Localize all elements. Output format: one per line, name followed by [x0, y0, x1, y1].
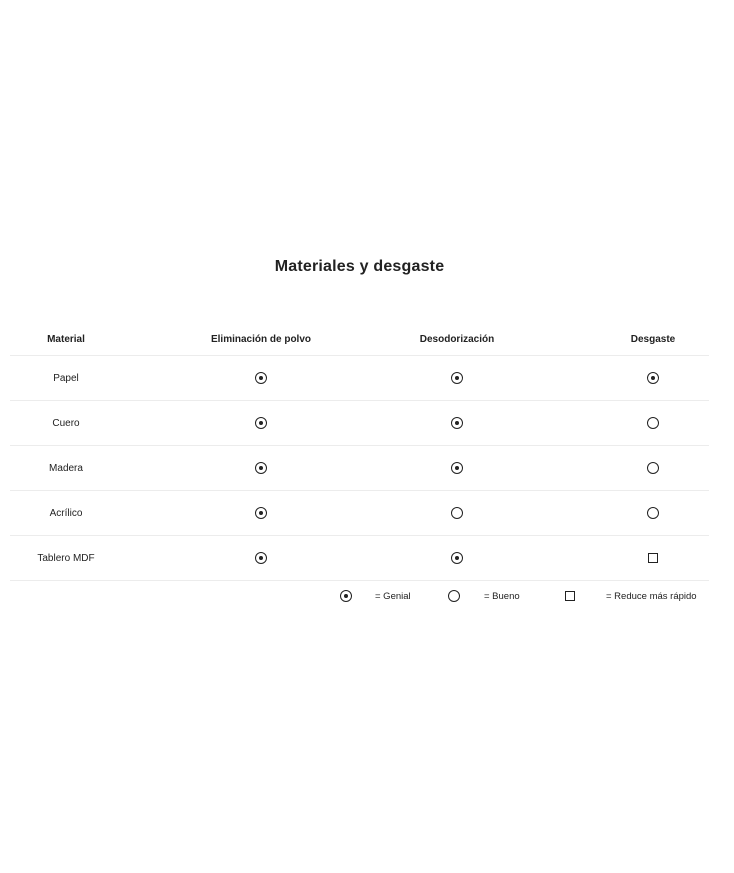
square-icon — [565, 591, 575, 601]
rating-cell-desodorizacion — [360, 491, 554, 535]
legend — [0, 588, 734, 608]
rating-cell-desgaste — [555, 356, 734, 400]
rating-cell-desgaste — [555, 536, 734, 580]
table-row — [10, 491, 709, 536]
circle-dot-icon — [340, 590, 352, 602]
circle-dot-icon — [451, 462, 463, 474]
table-row — [10, 536, 709, 581]
legend-reduce — [565, 588, 575, 604]
column-header-desgaste: Desgaste — [630, 334, 676, 345]
rating-cell-polvo — [164, 491, 358, 535]
circle-dot-icon — [451, 372, 463, 384]
rating-cell-polvo — [164, 401, 358, 445]
table-header-row — [10, 320, 709, 356]
rating-cell-polvo — [164, 536, 358, 580]
column-header-polvo: Eliminación de polvo — [210, 334, 311, 345]
table-row — [10, 446, 709, 491]
materials-table — [10, 320, 709, 581]
legend-genial-label: = Genial — [375, 591, 411, 602]
column-header-desodorizacion: Desodorización — [419, 334, 495, 345]
material-name: Acrílico — [49, 507, 83, 519]
rating-cell-desgaste — [555, 401, 734, 445]
circle-icon — [448, 590, 460, 602]
material-name: Cuero — [52, 417, 80, 429]
circle-dot-icon — [647, 372, 659, 384]
rating-cell-desodorizacion — [360, 356, 554, 400]
legend-reduce-label: = Reduce más rápido — [606, 591, 697, 602]
circle-icon — [451, 507, 463, 519]
material-name: Papel — [53, 372, 79, 384]
rating-cell-desodorizacion — [360, 446, 554, 490]
circle-dot-icon — [451, 552, 463, 564]
rating-cell-polvo — [164, 446, 358, 490]
rating-cell-desodorizacion — [360, 401, 554, 445]
rating-cell-polvo — [164, 356, 358, 400]
circle-dot-icon — [255, 372, 267, 384]
circle-dot-icon — [255, 417, 267, 429]
circle-dot-icon — [255, 462, 267, 474]
circle-dot-icon — [451, 417, 463, 429]
circle-icon — [647, 462, 659, 474]
legend-genial — [340, 588, 352, 604]
table-row — [10, 356, 709, 401]
material-name: Tablero MDF — [37, 552, 95, 564]
circle-dot-icon — [255, 507, 267, 519]
table-body — [10, 356, 709, 581]
rating-cell-desgaste — [555, 491, 734, 535]
table-row — [10, 401, 709, 446]
page-title: Materiales y desgaste — [274, 258, 445, 275]
legend-bueno — [448, 588, 460, 604]
material-name: Madera — [49, 462, 83, 474]
legend-bueno-label: = Bueno — [484, 591, 520, 602]
circle-icon — [647, 507, 659, 519]
circle-icon — [647, 417, 659, 429]
rating-cell-desodorizacion — [360, 536, 554, 580]
column-header-material: Material — [47, 334, 85, 345]
circle-dot-icon — [255, 552, 267, 564]
square-icon — [648, 553, 658, 563]
rating-cell-desgaste — [555, 446, 734, 490]
